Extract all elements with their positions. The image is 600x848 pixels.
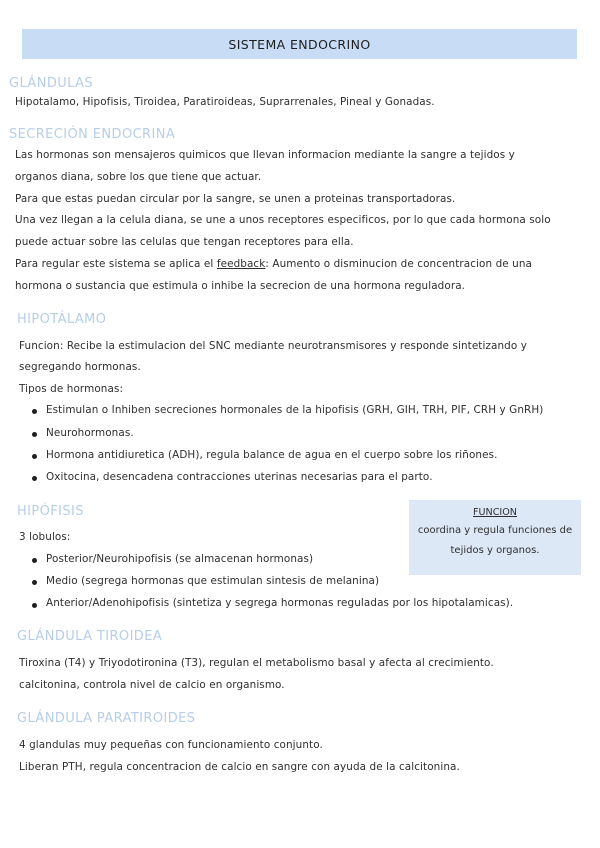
note-line-1: coordina y regula funciones de	[417, 525, 573, 536]
feedback-post: : Aumento o disminucion de concentracion de una	[265, 258, 533, 270]
funcion-note-box	[409, 500, 581, 575]
hipotalamo-item-3: Hormona antidiuretica (ADH), regula balance de agua en el cuerpo sobre los riñones.	[46, 449, 498, 461]
hipotalamo-item-4: Oxitocina, desencadena contracciones uterinas necesarias para el parto.	[46, 471, 433, 483]
tiroidea-line-2: calcitonina, controla nivel de calcio en organismo.	[19, 679, 285, 691]
feedback-pre: Para regular este sistema se aplica el	[15, 258, 217, 270]
hipotalamo-heading: HIPOTÁLAMO	[17, 312, 107, 327]
page-title: SISTEMA ENDOCRINO	[228, 36, 371, 52]
hipofisis-heading: HIPÓFISIS	[17, 504, 84, 519]
glandulas-heading: GLÁNDULAS	[9, 76, 94, 91]
bullet-dot	[32, 409, 37, 414]
bullet-dot	[32, 454, 37, 459]
secrecion-line-2: organos diana, sobre los que tiene que actuar.	[15, 171, 262, 183]
hipotalamo-item-1: Estimulan o Inhiben secreciones hormonales de la hipofisis (GRH, GIH, TRH, PIF, CRH y GnRH)	[46, 404, 544, 416]
secrecion-line-1: Las hormonas son mensajeros quimicos que llevan informacion mediante la sangre a tejidos y	[15, 149, 515, 161]
feedback-line	[15, 258, 532, 270]
feedback-term: feedback	[216, 258, 266, 270]
note-title-text: FUNCION	[473, 507, 517, 518]
hipotalamo-funcion-2: segregando hormonas.	[19, 361, 141, 373]
hipofisis-lobulos-label: 3 lobulos:	[19, 531, 71, 543]
tiroidea-heading: GLÁNDULA TIROIDEA	[17, 629, 163, 644]
hipofisis-item-2: Medio (segrega hormonas que estimulan sintesis de melanina)	[46, 575, 380, 587]
hipofisis-item-1: Posterior/Neurohipofisis (se almacenan hormonas)	[46, 553, 314, 565]
secrecion-line-4: Una vez llegan a la celula diana, se une a unos receptores especificos, por lo que cada hormona solo	[15, 214, 551, 226]
hipofisis-item-3: Anterior/Adenohipofisis (sintetiza y segrega hormonas reguladas por los hipotalamicas).	[46, 597, 514, 609]
paratiroides-heading: GLÁNDULA PARATIROIDES	[17, 711, 196, 726]
secrecion-line-5: puede actuar sobre las celulas que tengan receptores para ella.	[15, 236, 354, 248]
bullet-dot	[32, 558, 37, 563]
paratiroides-line-1: 4 glandulas muy pequeñas con funcionamiento conjunto.	[19, 739, 323, 751]
tiroidea-line-1: Tiroxina (T4) y Triyodotironina (T3), regulan el metabolismo basal y afecta al crecimiento.	[19, 657, 494, 669]
bullet-dot	[32, 603, 37, 608]
glandulas-text: Hipotalamo, Hipofisis, Tiroidea, Paratiroideas, Suprarrenales, Pineal y Gonadas.	[15, 96, 435, 108]
title-banner	[22, 29, 577, 59]
bullet-dot	[32, 476, 37, 481]
hipotalamo-item-2: Neurohormonas.	[46, 427, 134, 439]
hipotalamo-tipos-label: Tipos de hormonas:	[19, 383, 124, 395]
bullet-dot	[32, 580, 37, 585]
secrecion-heading: SECRECIÓN ENDOCRINA	[9, 127, 176, 142]
hipotalamo-funcion-1: Funcion: Recibe la estimulacion del SNC mediante neurotransmisores y responde sintetizando y	[19, 340, 527, 352]
note-title	[409, 507, 581, 518]
feedback-line-2: hormona o sustancia que estimula o inhibe la secrecion de una hormona reguladora.	[15, 280, 466, 292]
secrecion-line-3: Para que estas puedan circular por la sangre, se unen a proteinas transportadoras.	[15, 193, 456, 205]
bullet-dot	[32, 432, 37, 437]
note-line-2: tejidos y organos.	[450, 545, 540, 556]
paratiroides-line-2: Liberan PTH, regula concentracion de calcio en sangre con ayuda de la calcitonina.	[19, 761, 460, 773]
